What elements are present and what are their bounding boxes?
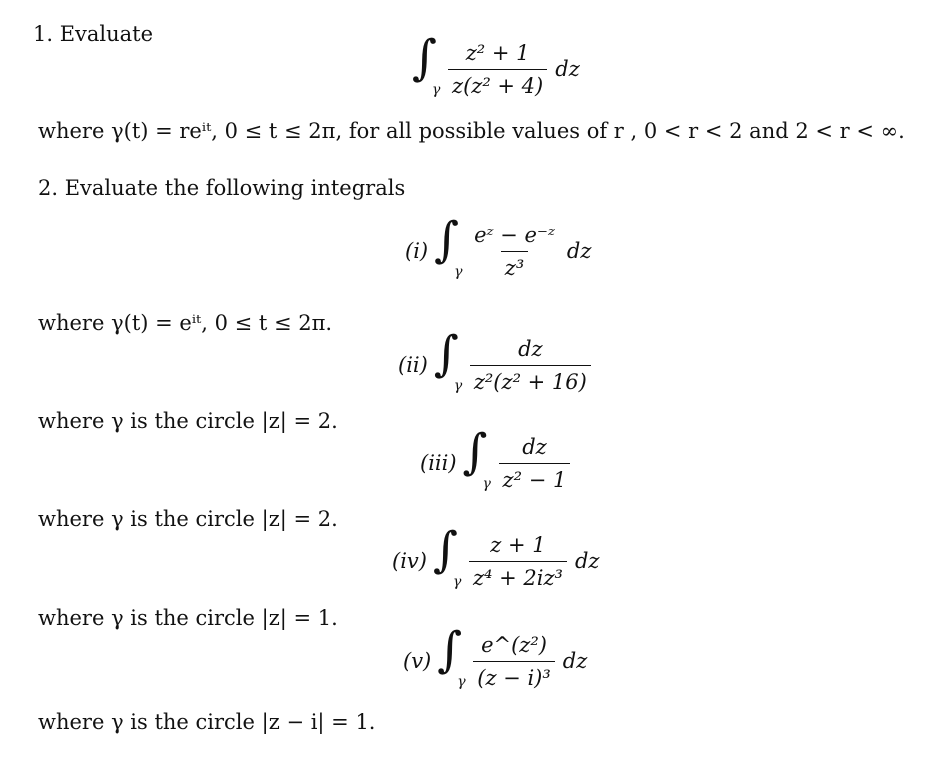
integral-part-iv [392, 522, 600, 590]
numerator: z² + 1 [465, 40, 530, 65]
integral-sign: ∫ γ [462, 424, 491, 492]
problem-1-condition: where γ(t) = reⁱᵗ, 0 ≤ t ≤ 2π, for all possible values of r , 0 < r < 2 and 2 < r < ∞. [38, 119, 905, 143]
condition-part-v: where γ is the circle |z − i| = 1. [38, 710, 376, 734]
integral-part-i [405, 212, 592, 280]
numerator: dz [522, 434, 547, 459]
fraction [473, 633, 555, 690]
numerator: eᶻ − e⁻ᶻ [474, 222, 555, 247]
problem-2-heading: 2. Evaluate the following integrals [38, 176, 406, 200]
problem-1-integral [412, 30, 580, 98]
condition-part-iii: where γ is the circle |z| = 2. [38, 507, 338, 531]
denominator: z⁴ + 2iz³ [469, 561, 567, 590]
part-label: (i) [405, 239, 429, 263]
numerator: z + 1 [490, 532, 546, 557]
condition-part-iv: where γ is the circle |z| = 1. [38, 606, 338, 630]
part-label: (iii) [420, 451, 457, 475]
condition-part-i: where γ(t) = eⁱᵗ, 0 ≤ t ≤ 2π. [38, 311, 333, 335]
integral-sign: ∫ γ [432, 522, 462, 590]
integral-sign: ∫ γ [437, 622, 466, 690]
condition-part-ii: where γ is the circle |z| = 2. [38, 409, 338, 433]
fraction [499, 435, 571, 492]
differential: dz [574, 549, 600, 573]
integral-sign: ∫ γ [412, 30, 441, 98]
denominator: (z − i)³ [473, 661, 555, 690]
fraction [469, 533, 567, 590]
integral-sign: ∫ γ [434, 212, 463, 280]
fraction [470, 223, 559, 280]
integral-part-v [403, 622, 588, 690]
denominator: z² − 1 [499, 463, 571, 492]
integral-sign: ∫ γ [433, 326, 463, 394]
part-label: (iv) [392, 549, 427, 573]
integral-part-ii [398, 326, 597, 394]
fraction [448, 41, 547, 98]
denominator: z³ [501, 251, 528, 280]
fraction [470, 337, 591, 394]
differential: dz [562, 649, 588, 673]
denominator: z(z² + 4) [448, 69, 547, 98]
differential: dz [566, 239, 592, 263]
numerator: dz [518, 336, 543, 361]
differential: dz [555, 57, 580, 81]
part-label: (v) [403, 649, 432, 673]
problem-1-heading: 1. Evaluate [33, 22, 154, 46]
numerator: e^(z²) [481, 632, 547, 657]
denominator: z²(z² + 16) [470, 365, 591, 394]
part-label: (ii) [398, 353, 428, 377]
integral-part-iii [420, 424, 576, 492]
